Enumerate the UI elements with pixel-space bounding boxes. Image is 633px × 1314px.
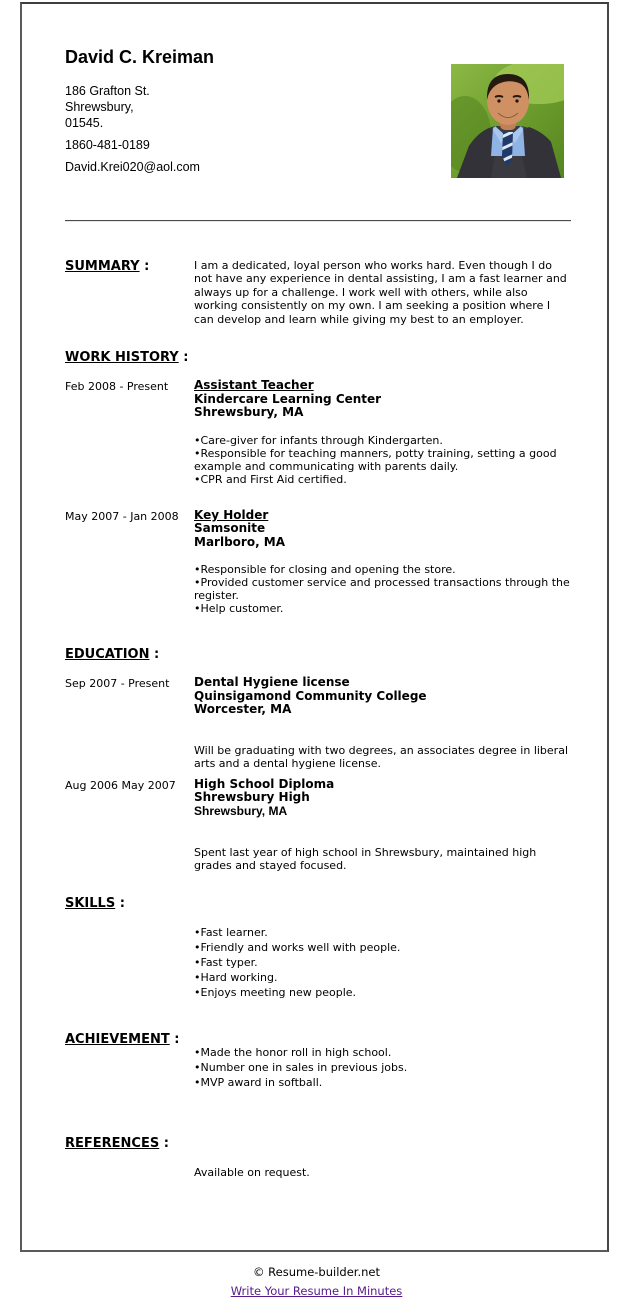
degree-title: Dental Hygiene license [194,675,350,690]
skill-item: • Fast typer. [194,955,571,970]
write-resume-link[interactable]: Write Your Resume In Minutes [230,1284,403,1298]
job-bullets [194,434,571,486]
heading-colon: : [139,259,150,274]
job-location: Marlboro, MA [194,534,286,549]
job-bullets [194,563,571,615]
heading-colon: : [178,350,189,366]
education-description: Will be graduating with two degrees, an associates degree in liberal arts and a dental hygiene license. [194,743,568,770]
phone-number: 1860-481-0189 [65,138,150,152]
summary-text: I am a dedicated, loyal person who works hard. Even though I do not have any experience in dental assisting, I am a fast learner and always up for a challenge. I work well with others, while also working consistently on my own. I am seeking a position where I can develop and learn while giving my best to an employer. [194,259,567,326]
page-footer [0,1265,633,1309]
school-name: Quinsigamond Community College [194,688,427,703]
work-dates: May 2007 - Jan 2008 [65,509,179,523]
work-entry [65,379,571,486]
copyright-text: © Resume-builder.net [253,1265,380,1279]
skill-item: • Hard working. [194,970,571,985]
job-bullet: • Provided customer service and processed transactions through the register. [194,576,571,602]
skills-heading: SKILLS : [65,896,125,912]
heading-colon: : [169,1032,180,1048]
education-entry [65,778,571,873]
work-history-heading: WORK HISTORY : [65,350,189,366]
job-title: Assistant Teacher [194,378,314,393]
page-content [22,46,607,1179]
work-entry-body [194,379,571,486]
heading-colon: : [149,647,160,663]
degree-title: High School Diploma [194,776,335,791]
job-title: Key Holder [194,507,269,522]
achievement-list [194,1045,571,1090]
heading-colon: : [115,896,125,912]
job-location: Shrewsbury, MA [194,405,304,420]
heading-colon: : [159,1136,169,1152]
job-bullet: • Responsible for teaching manners, potty training, setting a good example and communicating with parents daily. [194,447,571,473]
achievement-item: • Made the honor roll in high school. [194,1045,571,1060]
education-description: Spent last year of high school in Shrewsbury, maintained high grades and stayed focused. [194,846,537,873]
address-line: 186 Grafton St. [65,84,150,98]
achievement-heading: ACHIEVEMENT : [65,1032,180,1048]
address-line: 01545. [65,116,104,130]
references-text: Available on request. [194,1166,310,1180]
email-address: David.Krei020@aol.com [65,160,200,174]
skill-item: • Friendly and works well with people. [194,940,571,955]
skill-item: • Fast learner. [194,925,571,940]
education-dates: Sep 2007 - Present [65,677,170,691]
section-work-history [65,350,571,366]
achievement-item: • MVP award in softball. [194,1075,571,1090]
education-dates: Aug 2006 May 2007 [65,778,176,792]
portrait-photo [451,64,564,178]
employer: Kindercare Learning Center [194,391,382,406]
section-summary [65,259,571,326]
work-entry [65,509,571,616]
job-bullet: • CPR and First Aid certified. [194,473,571,486]
summary-heading: SUMMARY : [65,259,150,274]
section-achievement [65,1032,571,1090]
education-entry-body [194,676,571,770]
school-name: Shrewsbury High [194,790,310,805]
school-location: Worcester, MA [194,702,292,717]
address-line: Shrewsbury, [65,100,134,114]
job-bullet: • Care-giver for infants through Kindergarten. [194,434,571,447]
person-name: David C. Kreiman [65,47,215,67]
achievement-item: • Number one in sales in previous jobs. [194,1060,571,1075]
skills-list [194,925,571,1000]
school-location: Shrewsbury, MA [194,803,288,818]
section-references [65,1136,571,1179]
education-entry-body [194,778,571,873]
references-heading: REFERENCES : [65,1136,169,1152]
resume-page [20,2,609,1252]
employer: Samsonite [194,521,266,536]
work-entry-body [194,509,571,616]
education-entry [65,676,571,770]
section-education [65,647,571,663]
education-heading: EDUCATION : [65,647,160,663]
work-dates: Feb 2008 - Present [65,380,169,394]
skill-item: • Enjoys meeting new people. [194,985,571,1000]
header-divider [65,220,571,222]
job-bullet: • Responsible for closing and opening the store. [194,563,571,576]
section-skills [65,896,571,1000]
job-bullet: • Help customer. [194,602,571,615]
